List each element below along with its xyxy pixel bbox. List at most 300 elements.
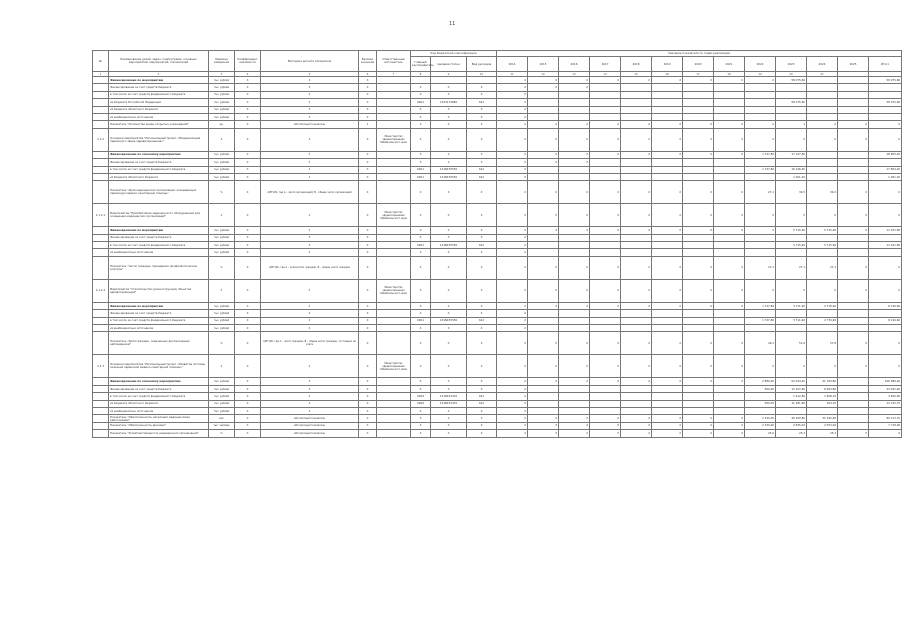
row-unit: тыс. рублей bbox=[209, 99, 235, 106]
row-year-value bbox=[652, 84, 683, 91]
row-budget-cs: X bbox=[431, 279, 467, 302]
column-index-cell: 8 bbox=[411, 72, 431, 77]
row-year-value bbox=[869, 159, 902, 166]
row-name: Показатель "Количество вновь открытых учреждений" bbox=[109, 121, 209, 128]
row-budget-vr: X bbox=[467, 332, 497, 355]
row-year-value: X bbox=[838, 256, 869, 279]
row-year-value bbox=[621, 310, 652, 317]
row-budget-vr bbox=[467, 77, 497, 84]
row-budget-vr: X bbox=[467, 234, 497, 241]
row-year-value: X bbox=[590, 355, 621, 378]
row-executor bbox=[377, 400, 411, 407]
row-year-value: X bbox=[652, 422, 683, 429]
header-years-caption: Значение показателя по годам реализации bbox=[497, 51, 902, 57]
row-year-value bbox=[590, 173, 621, 180]
row-year-value bbox=[528, 173, 559, 180]
row-year-value: X bbox=[652, 378, 683, 385]
row-base: X bbox=[359, 325, 377, 332]
row-executor bbox=[377, 106, 411, 113]
row-num bbox=[93, 166, 109, 173]
row-year-value: 1 727,80 bbox=[745, 151, 776, 158]
row-year-value bbox=[652, 166, 683, 173]
row-method: X bbox=[261, 310, 359, 317]
row-year-value bbox=[838, 91, 869, 98]
row-year-value: X bbox=[497, 378, 528, 385]
row-year-value bbox=[683, 234, 714, 241]
row-year-value: X bbox=[559, 332, 590, 355]
row-year-value: 3 711,90 bbox=[776, 302, 807, 309]
row-year-value: 106 689,20 bbox=[869, 378, 902, 385]
row-name: Показатель "Число граждан, прошедших профилактические осмотры" bbox=[109, 256, 209, 279]
row-executor bbox=[377, 99, 411, 106]
row-year-value: X bbox=[869, 181, 902, 204]
row-year-value: X bbox=[497, 385, 528, 392]
row-budget-cs: 131N155550 bbox=[431, 242, 467, 249]
row-year-value: X bbox=[869, 121, 902, 128]
row-unit: тыс. рублей bbox=[209, 310, 235, 317]
table-row bbox=[93, 159, 902, 166]
table-row bbox=[93, 415, 902, 422]
row-year-value bbox=[621, 249, 652, 256]
row-executor bbox=[377, 378, 411, 385]
row-executor bbox=[377, 113, 411, 120]
row-year-value: 2 880,00 bbox=[745, 378, 776, 385]
row-executor: Министерство здравоохранения Забайкальского края bbox=[377, 128, 411, 151]
table-row bbox=[93, 332, 902, 355]
row-year-value bbox=[652, 106, 683, 113]
row-year-value: X bbox=[714, 151, 745, 158]
row-year-value: X bbox=[745, 121, 776, 128]
row-budget-vr: X bbox=[467, 84, 497, 91]
row-budget-cs: X bbox=[431, 249, 467, 256]
row-year-value: X bbox=[528, 77, 559, 84]
row-year-value bbox=[590, 84, 621, 91]
row-year-value: X bbox=[590, 204, 621, 227]
row-budget-gr: X bbox=[411, 84, 431, 91]
row-year-value: X bbox=[528, 121, 559, 128]
table-row bbox=[93, 128, 902, 151]
row-year-value bbox=[683, 325, 714, 332]
row-budget-cs: X bbox=[431, 227, 467, 234]
row-year-value: X bbox=[838, 181, 869, 204]
row-year-value: X bbox=[559, 430, 590, 437]
table-row bbox=[93, 151, 902, 158]
row-year-value bbox=[590, 159, 621, 166]
row-year-value bbox=[745, 106, 776, 113]
row-year-value bbox=[745, 325, 776, 332]
row-year-value bbox=[590, 242, 621, 249]
row-coef: X bbox=[235, 113, 261, 120]
row-year-value bbox=[559, 173, 590, 180]
header-year: 2015 bbox=[528, 57, 559, 72]
row-unit: % bbox=[209, 181, 235, 204]
row-unit: тыс. рублей bbox=[209, 249, 235, 256]
row-unit: тыс. рублей bbox=[209, 159, 235, 166]
row-year-value bbox=[559, 99, 590, 106]
row-year-value: X bbox=[714, 204, 745, 227]
row-year-value bbox=[621, 159, 652, 166]
row-year-value bbox=[652, 159, 683, 166]
row-year-value bbox=[838, 242, 869, 249]
row-base: X bbox=[359, 113, 377, 120]
row-year-value bbox=[528, 393, 559, 400]
row-method: X bbox=[261, 234, 359, 241]
row-year-value bbox=[559, 325, 590, 332]
row-method: X bbox=[261, 99, 359, 106]
row-year-value: X bbox=[621, 181, 652, 204]
row-year-value: X bbox=[745, 279, 776, 302]
header-year: 2018 bbox=[621, 57, 652, 72]
row-name: Финансирование по основному мероприятию bbox=[109, 378, 209, 385]
row-year-value bbox=[559, 113, 590, 120]
row-year-value: X bbox=[497, 128, 528, 151]
header-unit: Единица измерения bbox=[209, 51, 235, 72]
row-year-value: X bbox=[590, 256, 621, 279]
row-budget-vr: X bbox=[467, 106, 497, 113]
row-num bbox=[93, 106, 109, 113]
row-method: X bbox=[261, 113, 359, 120]
row-budget-cs: X bbox=[431, 415, 467, 422]
row-year-value: X bbox=[528, 422, 559, 429]
table-row bbox=[93, 77, 902, 84]
row-year-value bbox=[869, 310, 902, 317]
row-year-value bbox=[776, 249, 807, 256]
row-year-value bbox=[807, 99, 838, 106]
row-base: X bbox=[359, 173, 377, 180]
row-base: X bbox=[359, 91, 377, 98]
program-table bbox=[92, 50, 902, 438]
row-num bbox=[93, 113, 109, 120]
row-year-value bbox=[590, 393, 621, 400]
row-unit: тыс. рублей bbox=[209, 234, 235, 241]
row-year-value: X bbox=[621, 77, 652, 84]
row-executor bbox=[377, 234, 411, 241]
row-budget-gr: X bbox=[411, 181, 431, 204]
row-year-value bbox=[652, 385, 683, 392]
row-year-value: X bbox=[559, 151, 590, 158]
row-budget-vr: X bbox=[467, 159, 497, 166]
row-year-value bbox=[559, 242, 590, 249]
table-row bbox=[93, 227, 902, 234]
row-unit: % bbox=[209, 332, 235, 355]
row-base: X bbox=[359, 279, 377, 302]
table-row bbox=[93, 430, 902, 437]
row-year-value: X bbox=[652, 279, 683, 302]
row-year-value bbox=[838, 325, 869, 332]
row-name: Финансирование за счет средств бюджета bbox=[109, 159, 209, 166]
row-budget-cs: X bbox=[431, 302, 467, 309]
row-coef: X bbox=[235, 310, 261, 317]
row-executor bbox=[377, 310, 411, 317]
row-year-value: X bbox=[714, 422, 745, 429]
row-year-value: X bbox=[714, 279, 745, 302]
table-row bbox=[93, 99, 902, 106]
row-base: X bbox=[359, 310, 377, 317]
row-name: из бюджета областного бюджета bbox=[109, 173, 209, 180]
row-num bbox=[93, 302, 109, 309]
row-unit: тыс. рублей bbox=[209, 166, 235, 173]
row-year-value: X bbox=[652, 128, 683, 151]
row-year-value bbox=[807, 77, 838, 84]
row-year-value: X bbox=[869, 128, 902, 151]
row-coef: X bbox=[235, 106, 261, 113]
row-budget-cs: X bbox=[431, 407, 467, 414]
row-year-value: X bbox=[528, 355, 559, 378]
row-unit: тыс. рублей bbox=[209, 378, 235, 385]
row-method: X bbox=[261, 173, 359, 180]
row-year-value: X bbox=[869, 256, 902, 279]
row-year-value bbox=[528, 234, 559, 241]
row-year-value bbox=[869, 91, 902, 98]
row-year-value: X bbox=[621, 422, 652, 429]
table-body bbox=[93, 77, 902, 438]
row-num bbox=[93, 249, 109, 256]
row-unit: % bbox=[209, 430, 235, 437]
row-year-value: X bbox=[714, 378, 745, 385]
row-year-value: 23 931,40 bbox=[869, 385, 902, 392]
row-year-value bbox=[528, 325, 559, 332]
row-unit: тыс. рублей bbox=[209, 151, 235, 158]
row-budget-vr: 612 bbox=[467, 317, 497, 324]
row-year-value: X bbox=[745, 227, 776, 234]
row-year-value: X bbox=[559, 128, 590, 151]
row-method: А/В*100, где А – число организаций; В – общее число организаций bbox=[261, 181, 359, 204]
row-year-value bbox=[807, 151, 838, 158]
row-year-value bbox=[683, 393, 714, 400]
row-executor bbox=[377, 159, 411, 166]
row-year-value: X bbox=[838, 430, 869, 437]
row-budget-vr: X bbox=[467, 249, 497, 256]
row-year-value: X bbox=[714, 332, 745, 355]
row-budget-vr: X bbox=[467, 422, 497, 429]
row-year-value bbox=[714, 99, 745, 106]
row-year-value: X bbox=[559, 378, 590, 385]
row-num bbox=[93, 415, 109, 422]
row-year-value: X bbox=[528, 84, 559, 91]
row-year-value bbox=[745, 84, 776, 91]
header-year: 2020 bbox=[683, 57, 714, 72]
row-year-value: 80 113,70 bbox=[869, 415, 902, 422]
row-year-value bbox=[776, 325, 807, 332]
row-year-value bbox=[683, 91, 714, 98]
row-year-value bbox=[714, 317, 745, 324]
column-index-cell: 10 bbox=[467, 72, 497, 77]
row-year-value bbox=[652, 310, 683, 317]
row-year-value bbox=[621, 317, 652, 324]
row-budget-vr: X bbox=[467, 181, 497, 204]
row-budget-cs: X bbox=[431, 325, 467, 332]
table-row bbox=[93, 393, 902, 400]
row-year-value bbox=[621, 166, 652, 173]
row-year-value: X bbox=[559, 302, 590, 309]
row-name: из внебюджетных источников bbox=[109, 325, 209, 332]
row-num bbox=[93, 242, 109, 249]
row-year-value bbox=[590, 325, 621, 332]
column-index-cell: 3 bbox=[209, 72, 235, 77]
row-year-value bbox=[590, 166, 621, 173]
row-year-value bbox=[621, 113, 652, 120]
row-year-value bbox=[838, 422, 869, 429]
row-budget-gr: X bbox=[411, 227, 431, 234]
header-year: 2024 bbox=[807, 57, 838, 72]
row-year-value: 2 845,00 bbox=[776, 422, 807, 429]
row-base: X bbox=[359, 317, 377, 324]
row-year-value bbox=[838, 378, 869, 385]
row-unit: тыс. человек bbox=[209, 422, 235, 429]
row-year-value: X bbox=[683, 181, 714, 204]
row-year-value: X bbox=[621, 151, 652, 158]
header-year: 2016 bbox=[559, 57, 590, 72]
table-row bbox=[93, 181, 902, 204]
row-year-value: X bbox=[559, 204, 590, 227]
row-executor bbox=[377, 430, 411, 437]
row-name: Финансирование по мероприятию bbox=[109, 302, 209, 309]
row-year-value bbox=[869, 84, 902, 91]
row-year-value bbox=[776, 310, 807, 317]
table-row bbox=[93, 84, 902, 91]
row-unit: тыс. рублей bbox=[209, 91, 235, 98]
row-year-value bbox=[807, 159, 838, 166]
row-year-value: X bbox=[621, 227, 652, 234]
row-name: Финансирование за счет средств бюджета bbox=[109, 84, 209, 91]
row-year-value: X bbox=[714, 256, 745, 279]
row-coef: X bbox=[235, 151, 261, 158]
row-year-value bbox=[559, 91, 590, 98]
row-year-value bbox=[621, 400, 652, 407]
row-budget-cs: X bbox=[431, 256, 467, 279]
row-year-value: X bbox=[621, 302, 652, 309]
header-coef: Коэффициент значимости bbox=[235, 51, 261, 72]
row-year-value bbox=[776, 407, 807, 414]
row-year-value: 11 281,60 bbox=[776, 400, 807, 407]
row-year-value bbox=[621, 393, 652, 400]
row-coef: X bbox=[235, 77, 261, 84]
row-year-value: X bbox=[559, 256, 590, 279]
row-year-value bbox=[745, 234, 776, 241]
row-year-value bbox=[745, 159, 776, 166]
table-row bbox=[93, 113, 902, 120]
row-year-value: X bbox=[497, 249, 528, 256]
row-year-value bbox=[838, 393, 869, 400]
row-year-value bbox=[714, 84, 745, 91]
row-executor bbox=[377, 317, 411, 324]
row-budget-vr: X bbox=[467, 279, 497, 302]
row-year-value: X bbox=[590, 279, 621, 302]
row-year-value: X bbox=[497, 113, 528, 120]
row-coef: X bbox=[235, 242, 261, 249]
row-base: X bbox=[359, 256, 377, 279]
header-name: Наименование целей, задач, подпрограмм, основных мероприятий, мероприятий, показателей bbox=[109, 51, 209, 72]
row-year-value: X bbox=[776, 355, 807, 378]
row-budget-vr: X bbox=[467, 302, 497, 309]
row-num: 1.1.2.1 bbox=[93, 204, 109, 227]
row-year-value: 27,1 bbox=[745, 256, 776, 279]
row-executor bbox=[377, 249, 411, 256]
column-index-cell: 5 bbox=[261, 72, 359, 77]
row-year-value bbox=[807, 166, 838, 173]
row-budget-cs: 1323174980 bbox=[431, 99, 467, 106]
row-year-value bbox=[838, 407, 869, 414]
row-method: X bbox=[261, 385, 359, 392]
row-coef: X bbox=[235, 393, 261, 400]
row-coef: X bbox=[235, 159, 261, 166]
table-row bbox=[93, 325, 902, 332]
table-row bbox=[93, 204, 902, 227]
row-year-value bbox=[714, 400, 745, 407]
row-year-value bbox=[590, 407, 621, 414]
row-year-value bbox=[683, 317, 714, 324]
row-executor bbox=[377, 91, 411, 98]
row-base: X bbox=[359, 249, 377, 256]
row-year-value bbox=[776, 234, 807, 241]
row-year-value bbox=[745, 99, 776, 106]
row-year-value bbox=[590, 99, 621, 106]
row-budget-vr: 612 bbox=[467, 242, 497, 249]
row-year-value: X bbox=[838, 121, 869, 128]
row-executor: Министерство здравоохранения Забайкальского края bbox=[377, 355, 411, 378]
table-row bbox=[93, 242, 902, 249]
row-coef: X bbox=[235, 407, 261, 414]
row-unit: тыс. рублей bbox=[209, 393, 235, 400]
row-year-value bbox=[528, 317, 559, 324]
row-year-value bbox=[621, 99, 652, 106]
row-method: А/В*100, где А – число граждан; В – общее число граждан, состоящих на учете bbox=[261, 332, 359, 355]
row-year-value bbox=[683, 310, 714, 317]
row-year-value bbox=[652, 407, 683, 414]
row-budget-cs: X bbox=[431, 91, 467, 98]
row-year-value: X bbox=[621, 355, 652, 378]
row-year-value: X bbox=[807, 121, 838, 128]
row-year-value: X bbox=[776, 128, 807, 151]
row-budget-vr: 612 bbox=[467, 166, 497, 173]
row-budget-vr: 612 bbox=[467, 393, 497, 400]
row-unit: чел. bbox=[209, 415, 235, 422]
row-budget-gr: 0901 bbox=[411, 173, 431, 180]
row-name: в том числе за счет средств федерального бюджета bbox=[109, 242, 209, 249]
row-year-value: 15 107,60 bbox=[776, 385, 807, 392]
row-base: X bbox=[359, 355, 377, 378]
row-year-value bbox=[621, 385, 652, 392]
row-executor bbox=[377, 422, 411, 429]
row-num bbox=[93, 310, 109, 317]
table-row bbox=[93, 302, 902, 309]
row-year-value bbox=[714, 407, 745, 414]
row-num bbox=[93, 332, 109, 355]
row-budget-gr: X bbox=[411, 407, 431, 414]
row-year-value: X bbox=[528, 181, 559, 204]
row-year-value bbox=[745, 310, 776, 317]
row-year-value bbox=[838, 106, 869, 113]
row-name: в том числе за счет средств федерального бюджета bbox=[109, 166, 209, 173]
table-row bbox=[93, 106, 902, 113]
header-year: 2023 bbox=[776, 57, 807, 72]
row-executor bbox=[377, 242, 411, 249]
row-budget-gr: X bbox=[411, 91, 431, 98]
header-year: 2014 bbox=[497, 57, 528, 72]
row-year-value: X bbox=[528, 332, 559, 355]
column-index-cell: 11 bbox=[497, 72, 528, 77]
row-coef: X bbox=[235, 227, 261, 234]
row-year-value bbox=[838, 310, 869, 317]
row-year-value: X bbox=[683, 77, 714, 84]
row-executor bbox=[377, 166, 411, 173]
table-row bbox=[93, 317, 902, 324]
column-index-cell: 16 bbox=[652, 72, 683, 77]
row-base: X bbox=[359, 99, 377, 106]
row-year-value: X bbox=[497, 393, 528, 400]
row-num bbox=[93, 121, 109, 128]
row-base: X bbox=[359, 400, 377, 407]
